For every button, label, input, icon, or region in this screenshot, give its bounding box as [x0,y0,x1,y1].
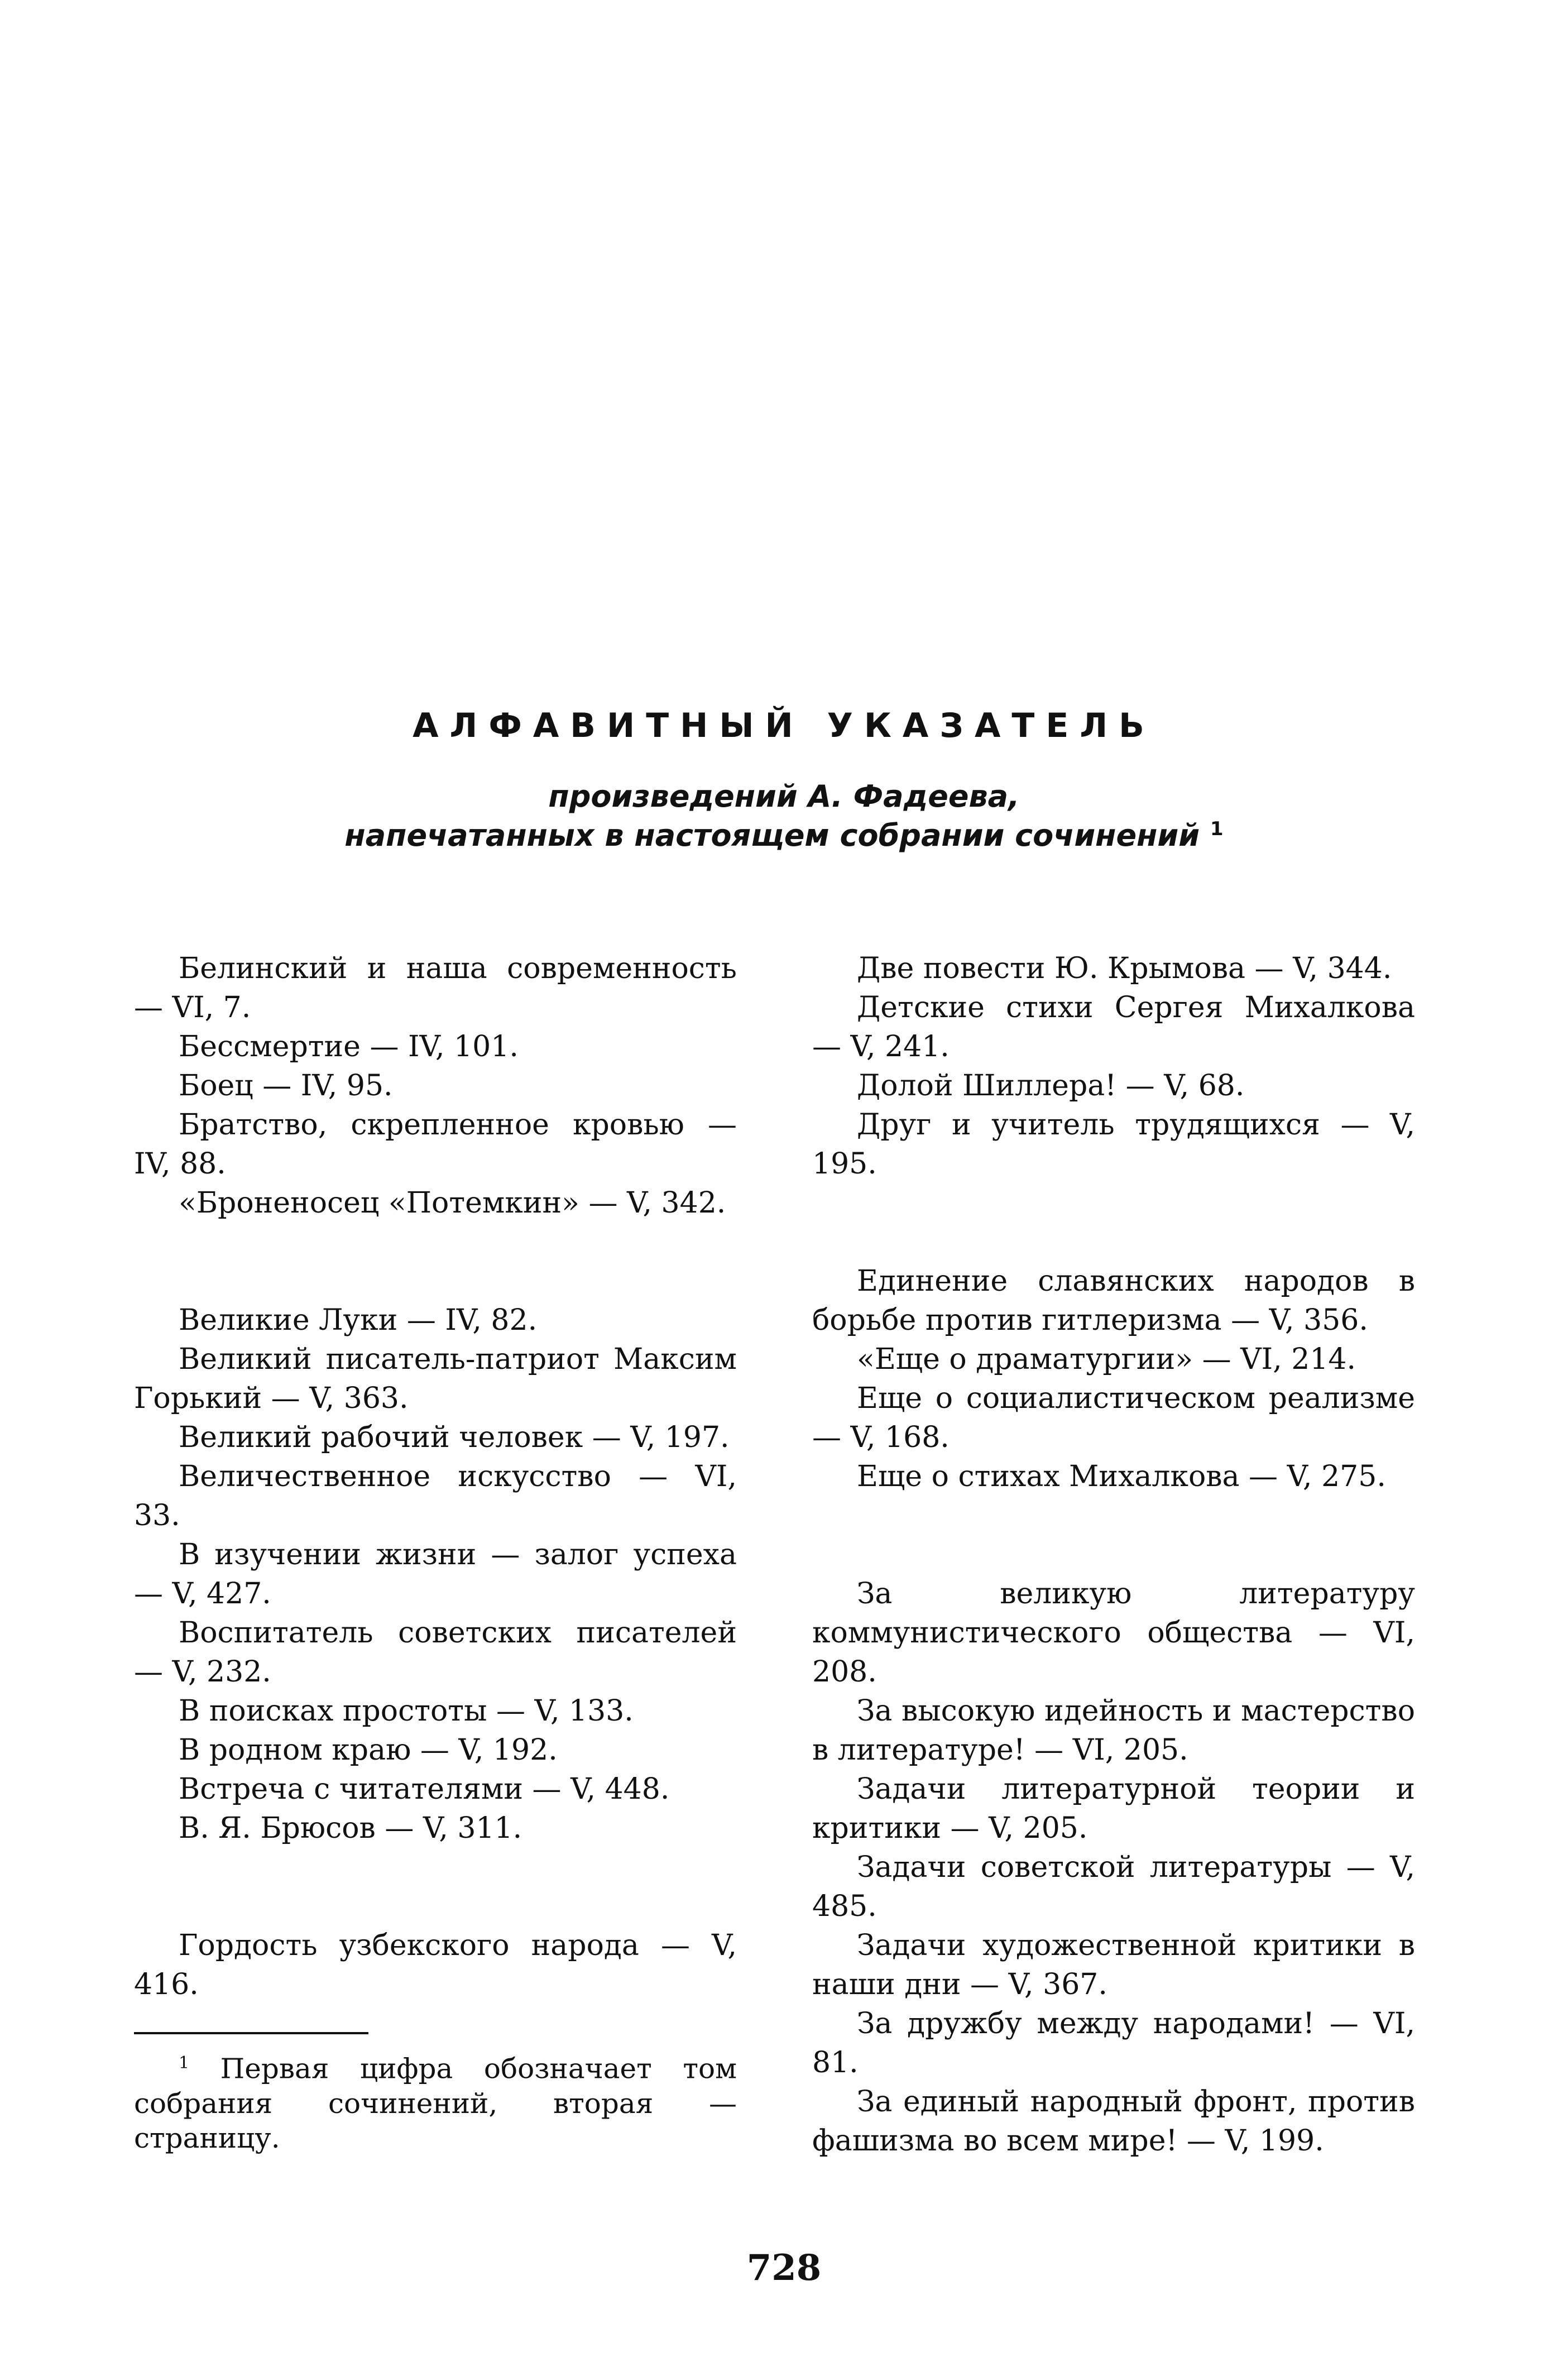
index-title: АЛФАВИТНЫЙ УКАЗАТЕЛЬ [413,706,1155,745]
index-entry: Задачи художественной критики в наши дни — V, 367. [812,1929,1415,2001]
footnote-reference: 1 [1210,818,1224,840]
index-subtitle-text: напечатанных в настоящем собрании сочинений [344,818,1200,853]
footnote-rule [134,2032,368,2034]
index-entry: За дружбу между народами! — VI, 81. [812,2007,1415,2079]
index-entry: Великий рабочий человек — V, 197. [179,1421,730,1454]
index-entry: Две повести Ю. Крымова — V, 344. [857,952,1392,985]
index-entry: «Еще о драматургии» — VI, 214. [857,1343,1356,1376]
page-number: 728 [746,2247,822,2289]
index-entry: Великие Луки — IV, 82. [179,1304,538,1337]
index-entry: Бессмертие — IV, 101. [179,1030,519,1063]
index-subtitle-line-2 [0,818,1568,853]
letter-group-gap [134,1848,737,1926]
index-entry: Гордость узбекского народа — V, 416. [134,1929,737,2001]
letter-group-gap [812,1184,1415,1262]
index-entry: Долой Шиллера! — V, 68. [857,1069,1245,1103]
index-entry: Единение славянских народов в борьбе против гитлеризма — V, 356. [812,1264,1415,1337]
index-entry: «Броненосец «Потемкин» — V, 342. [179,1186,726,1220]
index-entry: Задачи литературной теории и критики — V, 205. [812,1772,1415,1845]
index-entry: Встреча с читателями — V, 448. [179,1772,670,1806]
footnote-mark: 1 [179,2053,190,2073]
index-entry: В родном краю — V, 192. [179,1733,558,1767]
footnote-text: Первая цифра обозначает том собрания сочинений, вторая — страницу. [134,2052,737,2154]
index-entry: Боец — IV, 95. [179,1069,393,1103]
index-entry: Еще о стихах Михалкова — V, 275. [857,1460,1386,1493]
index-subtitle-line-1: произведений А. Фадеева, [548,779,1020,814]
footnote [134,2046,737,2155]
index-entry: За великую литературу коммунистического общества — VI, 208. [812,1577,1415,1689]
right-column [812,949,1415,2160]
index-entry: В. Я. Брюсов — V, 311. [179,1812,522,1845]
index-entry: Воспитатель советских писателей — V, 232. [134,1616,737,1689]
index-entry: Детские стихи Сергея Михалкова — V, 241. [812,991,1415,1063]
letter-group-gap [134,1223,737,1301]
index-entry: Величественное искусство — VI, 33. [134,1460,737,1532]
index-entry: В изучении жизни — залог успеха — V, 427. [134,1538,737,1611]
index-entry: За высокую идейность и мастерство в литературе! — VI, 205. [812,1694,1415,1767]
left-column [134,949,737,2004]
index-entry: Еще о социалистическом реализме — V, 168. [812,1382,1415,1454]
index-entry: Белинский и наша современность — VI, 7. [134,952,737,1024]
index-entry: Задачи советской литературы — V, 485. [812,1851,1415,1923]
index-entry: Великий писатель-патриот Максим Горький — V, 363. [134,1343,737,1415]
index-entry: В поисках простоты — V, 133. [179,1694,634,1728]
index-entry: Друг и учитель трудящихся — V, 195. [812,1108,1415,1181]
index-entry: Братство, скрепленное кровью — IV, 88. [134,1108,737,1181]
letter-group-gap [812,1496,1415,1574]
index-entry: За единый народный фронт, против фашизма во всем мире! — V, 199. [812,2085,1415,2158]
